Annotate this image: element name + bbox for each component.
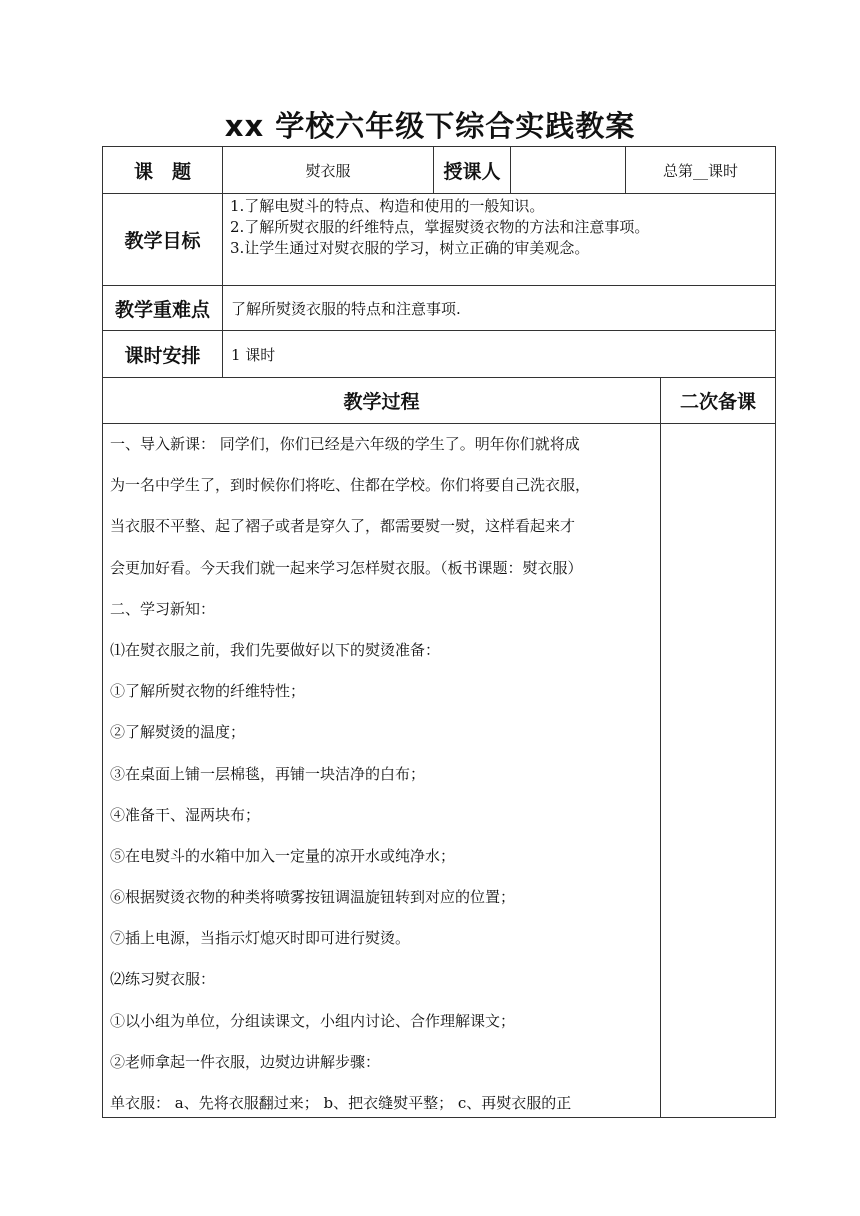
process-line: 单衣服： a、先将衣服翻过来； b、把衣缝熨平整； c、再熨衣服的正 (110, 1094, 572, 1112)
process-content (110, 424, 658, 1124)
table-border-right (775, 146, 776, 1118)
key-points-value: 了解所熨烫衣服的特点和注意事项. (231, 299, 461, 318)
teacher-label: 授课人 (443, 160, 501, 183)
process-line: 二、学习新知： (110, 599, 216, 618)
process-line: ③在桌面上铺一层棉毯，再铺一块洁净的白布； (110, 764, 426, 783)
process-line: 会更加好看。今天我们就一起来学习怎样熨衣服。（板书课题：熨衣服） (110, 558, 583, 577)
process-line: ⑴在熨衣服之前，我们先要做好以下的熨烫准备： (110, 640, 441, 659)
objective-item: 1.了解电熨斗的特点、构造和使用的一般知识。 (230, 197, 545, 215)
process-line: ①以小组为单位，分组读课文，小组内讨论、合作理解课文； (110, 1011, 516, 1030)
process-line: 当衣服不平整、起了褶子或者是穿久了，都需要熨一熨，这样看起来才 (110, 517, 576, 536)
secondary-prep-label: 二次备课 (679, 391, 756, 413)
process-line: ④准备干、湿两块布； (110, 805, 261, 824)
key-points-label: 教学重难点 (114, 298, 210, 321)
process-line: ⑦插上电源，当指示灯熄灭时即可进行熨烫。 (110, 929, 411, 948)
objectives-list (230, 196, 770, 259)
teacher-value (511, 147, 625, 193)
process-line: ①了解所熨衣物的纤维特性； (110, 682, 306, 701)
process-line: ②了解熨烫的温度； (110, 723, 246, 742)
schedule-value: 1 课时 (231, 345, 276, 364)
process-line: ②老师拿起一件衣服，边熨边讲解步骤： (110, 1052, 381, 1071)
process-line: 一、导入新课： 同学们，你们已经是六年级的学生了。明年你们就将成 (110, 435, 580, 453)
document-title: xx 学校六年级下综合实践教案 (224, 109, 636, 143)
process-line: ⑥根据熨烫衣物的种类将喷雾按钮调温旋钮转到对应的位置； (110, 888, 516, 907)
objective-item: 2.了解所熨衣服的纤维特点，掌握熨烫衣物的方法和注意事项。 (230, 218, 650, 236)
column-divider (660, 377, 661, 1117)
process-line: ⑵练习熨衣服： (110, 970, 216, 989)
period-count: 总第__课时 (662, 161, 738, 180)
topic-label: 课 题 (133, 160, 191, 183)
objective-item: 3.让学生通过对熨衣服的学习，树立正确的审美观念。 (230, 239, 590, 257)
objectives-label: 教学目标 (124, 230, 201, 252)
process-line: 为一名中学生了，到时候你们将吃、住都在学校。你们将要自己洗衣服， (110, 476, 591, 495)
topic-value: 熨衣服 (305, 161, 351, 180)
process-line: ⑤在电熨斗的水箱中加入一定量的凉开水或纯净水； (110, 846, 456, 865)
schedule-label: 课时安排 (124, 344, 201, 367)
process-label: 教学过程 (343, 391, 420, 413)
